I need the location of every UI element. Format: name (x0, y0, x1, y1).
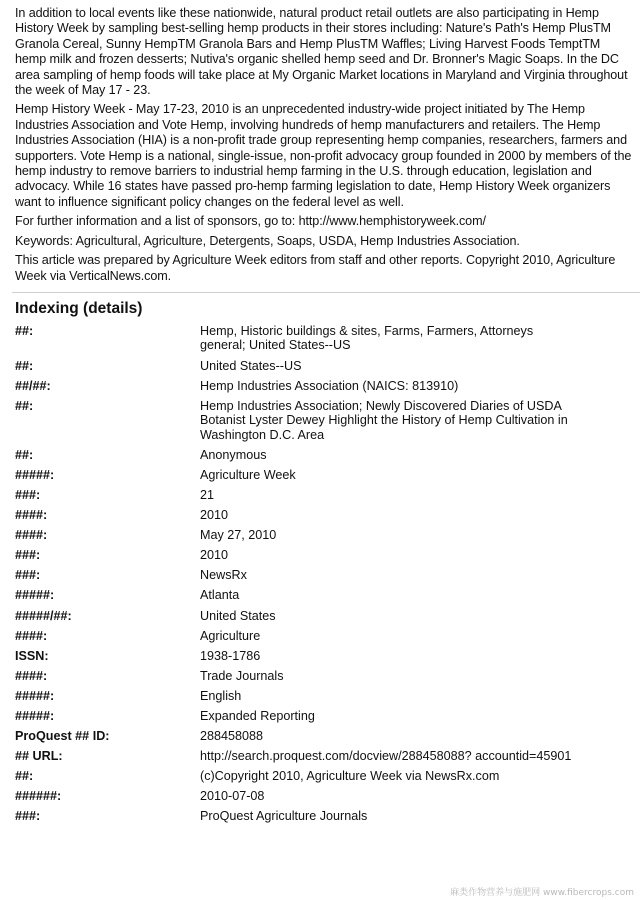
index-row (15, 568, 633, 583)
index-label: #####/##: (15, 608, 72, 623)
index-label: ProQuest ## ID: (15, 729, 110, 744)
index-label: ##: (15, 769, 34, 784)
index-label: ###: (15, 548, 41, 563)
index-label: ####: (15, 508, 48, 523)
index-label: #####: (15, 709, 55, 723)
article-paragraph-4: Keywords: Agricultural, Agriculture, Detergents, Soaps, USDA, Hemp Industries Association. (15, 233, 520, 248)
index-row (15, 379, 633, 394)
index-label: ###: (15, 568, 41, 583)
index-value: 1938-1786 (200, 648, 261, 663)
index-label: #####: (15, 688, 55, 703)
index-row (15, 588, 633, 603)
index-row (15, 649, 633, 664)
index-label: ####: (15, 528, 48, 543)
index-row (15, 448, 633, 463)
index-label: ####: (15, 628, 48, 643)
index-value: United States--US (200, 358, 302, 373)
index-row (15, 749, 633, 764)
index-label: ###: (15, 809, 41, 824)
indexing-table (15, 324, 633, 824)
index-label: ISSN: (15, 648, 49, 663)
index-value: Anonymous (200, 447, 267, 462)
index-label: ##: (15, 447, 34, 462)
index-value: 288458088 (200, 729, 264, 744)
index-row (15, 769, 633, 784)
index-label: ###: (15, 487, 41, 502)
index-row (15, 669, 633, 684)
index-label: ## URL: (15, 749, 63, 764)
index-row (15, 609, 633, 624)
index-row (15, 324, 633, 353)
indexing-heading: Indexing (details) (15, 299, 143, 317)
index-value: http://search.proquest.com/docview/288458088? accountid=45901 (200, 749, 572, 764)
index-label: ##: (15, 358, 34, 373)
article-paragraph-3: For further information and a list of sponsors, go to: http://www.hemphistoryweek.com/ (15, 214, 486, 229)
index-row (15, 508, 633, 523)
section-divider (12, 292, 640, 293)
index-label: ##: (15, 323, 34, 338)
index-value: (c)Copyright 2010, Agriculture Week via NewsRx.com (200, 769, 500, 784)
index-value: ProQuest Agriculture Journals (200, 809, 368, 824)
index-value: NewsRx (200, 568, 247, 583)
index-row (15, 548, 633, 563)
index-row (15, 789, 633, 804)
index-value: Hemp Industries Association; Newly Discovered Diaries of USDA Botanist Lyster Dewey Highlight the History of Hemp Cultivation in Washington D.C. Area (200, 398, 568, 442)
index-value: 21 (200, 487, 215, 502)
index-label: ####: (15, 668, 48, 683)
index-row (15, 709, 633, 724)
index-value: 2010 (200, 548, 229, 563)
index-row (15, 809, 633, 824)
index-value: May 27, 2010 (200, 528, 277, 543)
index-row (15, 729, 633, 744)
index-label: #####: (15, 467, 55, 482)
index-row (15, 359, 633, 374)
index-label: ##: (15, 398, 34, 413)
index-value: Hemp, Historic buildings & sites, Farms, Farmers, Attorneys general; United States--US (200, 323, 534, 353)
index-value: Agriculture Week (200, 467, 296, 482)
index-value: 2010 (200, 508, 229, 523)
index-row (15, 689, 633, 704)
index-value: Expanded Reporting (200, 709, 315, 723)
index-value: English (200, 688, 242, 703)
index-value: Agriculture (200, 628, 261, 643)
article-paragraph-2: Hemp History Week - May 17-23, 2010 is an unprecedented industry-wide project initiated by The Hemp Industries Association and Vote Hemp, involving hundreds of hemp manufacturers and retailers. The Hemp Industries Association (HIA) is a non-profit trade group representing hemp companies, researchers, farmers and supporters. Vote Hemp is a national, single-issue, non-profit advocacy group founded in 2000 by members of the hemp industry to remove barriers to industrial hemp farming in the U.S. through education, legislation and advocacy. While 16 states have passed pro-hemp farming legislation to date, Hemp History Week organizers want to influence significant policy changes on the federal level as well. (15, 102, 632, 209)
index-value: Atlanta (200, 588, 240, 603)
index-label: ##/##: (15, 378, 51, 393)
index-row (15, 399, 633, 443)
article-paragraph-5: This article was prepared by Agriculture Week editors from staff and other reports. Copyright 2010, Agriculture Week via VerticalNews.com. (15, 253, 616, 283)
index-value: United States (200, 608, 276, 623)
index-row (15, 528, 633, 543)
index-label: #####: (15, 588, 55, 603)
index-row (15, 629, 633, 644)
index-value: 2010-07-08 (200, 789, 265, 804)
index-label: ######: (15, 789, 62, 804)
article-paragraph-1: In addition to local events like these nationwide, natural product retail outlets are also participating in Hemp History Week by sampling best-selling hemp products in their stores including: Nature's Path's Hemp PlusTM Granola Cereal, Sunny HempTM Granola Bars and Hemp PlusTM Waffles; Living Harvest Foods TemptTM hemp milk and frozen desserts; Nutiva's organic shelled hemp seed and Dr. Bronner's Magic Soaps. In the DC area sampling of hemp foods will take place at My Organic Market locations in Maryland and Virginia throughout the week of May 17 - 23. (15, 6, 628, 98)
index-value: Hemp Industries Association (NAICS: 813910) (200, 378, 459, 393)
index-value: Trade Journals (200, 668, 284, 683)
index-row (15, 488, 633, 503)
watermark: 麻类作物营养与施肥网 www.fibercrops.com (450, 888, 634, 898)
document-content (15, 6, 633, 830)
index-row (15, 468, 633, 483)
